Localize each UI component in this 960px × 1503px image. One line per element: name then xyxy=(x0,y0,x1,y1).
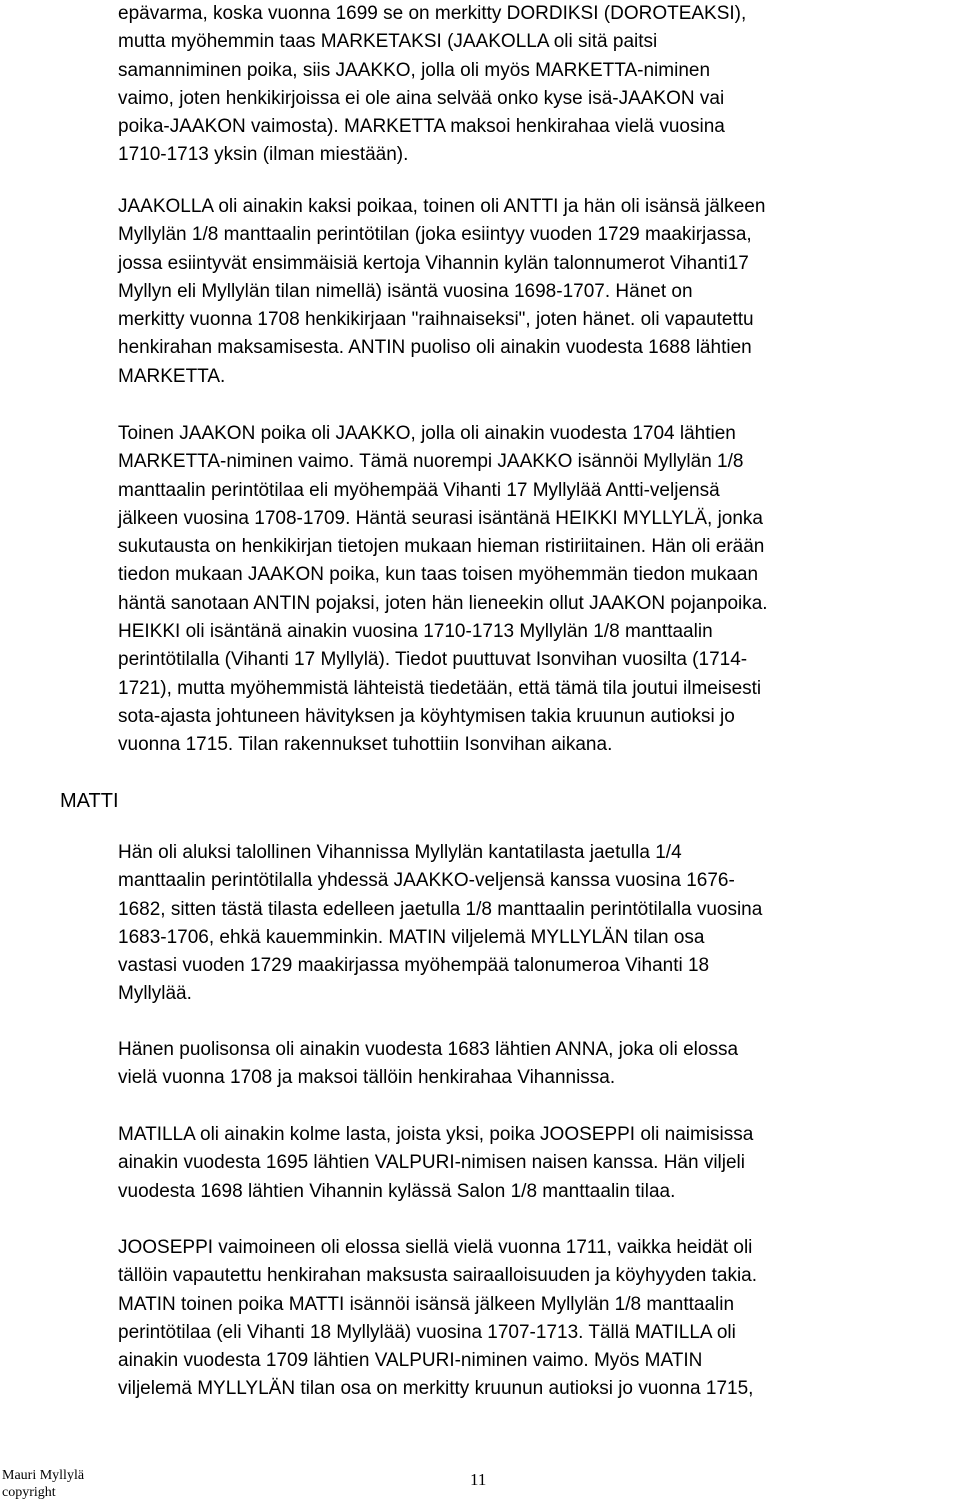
paragraph-1: epävarma, koska vuonna 1699 se on merkitty DORDIKSI (DOROTEAKSI), mutta myöhemmin taas MARKETAKSI (JAAKOLLA oli sitä paitsi samanniminen poika, siis JAAKKO, jolla oli myös MARKETTA-niminen vaimo, joten henkikirjoissa ei ole aina selvää onko kyse isä-JAAKON vai poika-JAAKON vaimosta). MARKETTA maksoi henkirahaa vielä vuosina 1710-1713 yksin (ilman miestään). xyxy=(118,3,747,166)
section-heading-matti: MATTI xyxy=(60,790,119,812)
paragraph-7: JOOSEPPI vaimoineen oli elossa siellä vielä vuonna 1711, vaikka heidät oli tällöin vapautettu henkirahan maksusta sairaalloisuuden ja köyhyyden takia. MATIN toinen poika MATTI isännöi isänsä jälkeen Myllylän 1/8 manttaalin perintötilaa (eli Vihanti 18 Myllylää) vuosina 1707-1713. Tällä MATILLA oli ainakin vuodesta 1709 lähtien VALPURI-niminen vaimo. Myös MATIN viljelemä MYLLYLÄN tilan osa on merkitty kruunun autioksi jo vuonna 1715, xyxy=(118,1237,758,1400)
paragraph-3: Toinen JAAKON poika oli JAAKKO, jolla oli ainakin vuodesta 1704 lähtien MARKETTA-niminen vaimo. Tämä nuorempi JAAKKO isännöi Myllylän 1/8 manttaalin perintötilaa eli myöhempää Vihanti 17 Myllylää Antti-veljensä jälkeen vuosina 1708-1709. Häntä seurasi isäntänä HEIKKI MYLLYLÄ, jonka sukutausta on henkikirjan tietojen mukaan hieman ristiriitainen. Hän oli erään tiedon mukaan JAAKON poika, kun taas toisen myöhemmän tiedon mukaan häntä sanotaan ANTIN pojaksi, joten hän lieneekin ollut JAAKON pojanpoika. HEIKKI oli isäntänä ainakin vuosina 1710-1713 Myllylän 1/8 manttaalin perintötilalla (Vihanti 17 Myllylä). Tiedot puuttuvat Isonvihan vuosilta (1714- 1721), mutta myöhemmistä lähteistä tiedetään, että tämä tila joutui ilmeisesti sota-ajasta johtuneen hävityksen ja köyhtymisen takia kruunun autioksi jo vuonna 1715. Tilan rakennukset tuhottiin Isonvihan aikana. xyxy=(118,423,768,756)
paragraph-2: JAAKOLLA oli ainakin kaksi poikaa, toinen oli ANTTI ja hän oli isänsä jälkeen Myllylän 1/8 manttaalin perintötilan (joka esiintyy vuoden 1729 maakirjassa, jossa esiintyvät ensimmäisiä kertoja Vihannin kylän talonnumerot Vihanti17 Myllyn eli Myllylän tilan nimellä) isäntä vuosina 1698-1707. Hänet on merkitty vuonna 1708 henkikirjaan "raihnaiseksi", joten hänet. oli vapautettu henkirahan maksamisesta. ANTIN puoliso oli ainakin vuodesta 1688 lähtien MARKETTA. xyxy=(118,196,766,387)
footer-author: Mauri Myllylä copyright xyxy=(2,1468,85,1500)
paragraph-4: Hän oli aluksi talollinen Vihannissa Myllylän kantatilasta jaetulla 1/4 manttaalin perintötilalla yhdessä JAAKKO-veljensä kanssa vuosina 1676- 1682, sitten tästä tilasta edelleen jaetulla 1/8 manttaalin perintötilalla vuosina 1683-1706, ehkä kauemminkin. MATIN viljelemä MYLLYLÄN tilan osa vastasi vuoden 1729 maakirjassa myöhempää talonumeroa Vihanti 18 Myllylää. xyxy=(118,842,763,1005)
paragraph-6: MATILLA oli ainakin kolme lasta, joista yksi, poika JOOSEPPI oli naimisissa ainakin vuodesta 1695 lähtien VALPURI-nimisen naisen kanssa. Hän viljeli vuodesta 1698 lähtien Vihannin kylässä Salon 1/8 manttaalin tilaa. xyxy=(118,1124,754,1202)
page-number: 11 xyxy=(470,1470,487,1489)
paragraph-5: Hänen puolisonsa oli ainakin vuodesta 1683 lähtien ANNA, joka oli elossa vielä vuonna 1708 ja maksoi tällöin henkirahaa Vihannissa. xyxy=(118,1039,739,1089)
